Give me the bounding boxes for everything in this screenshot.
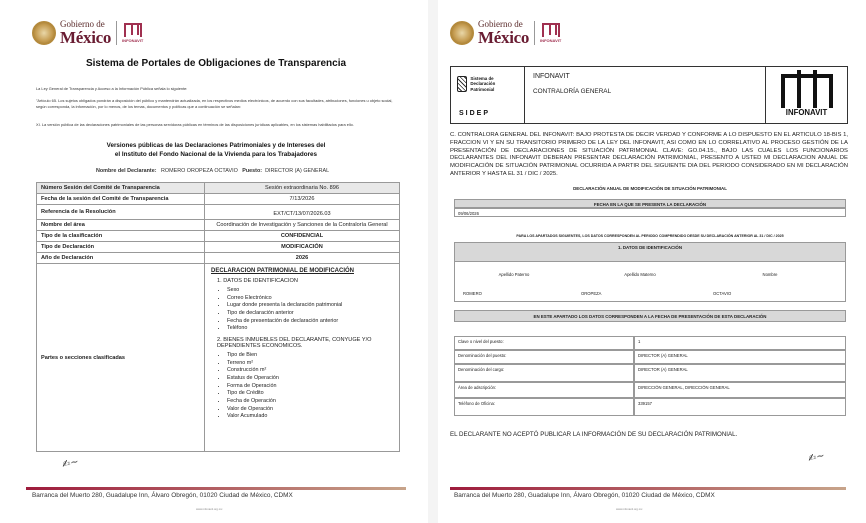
- section-2-list: [227, 352, 393, 421]
- row-key: Tipo de Declaración: [37, 242, 205, 253]
- partes-heading: DECLARACION PATRIMONIAL DE MODIFICACIÓN: [211, 268, 354, 274]
- apartados-note: PARA LOS APARTADOS SIGUIENTES, LOS DATOS CORRESPONDEN AL PERIODO COMPRENDIDO DESDE SU DECLARACIÓN ANTERIOR AL 31 / DIC / 2025: [516, 234, 784, 238]
- logo-line-2: México: [478, 28, 530, 47]
- intro-line-1: La Ley General de Transparencia y Acceso a la Información Pública señala lo siguiente:: [36, 86, 188, 91]
- col-header-nombre: Nombre: [762, 272, 778, 277]
- list-item: • Construcción m²: [227, 367, 393, 375]
- table-row: [37, 220, 400, 231]
- signature-mark: ✍︎~: [61, 456, 80, 471]
- row-value: EXT/CT/13/07/2026.03: [205, 205, 400, 220]
- table-row: [37, 205, 400, 220]
- detail-value: 1: [634, 336, 846, 350]
- puesto-label: Puesto:: [242, 168, 263, 174]
- row-value: Sesión extraordinaria No. 896: [205, 183, 400, 194]
- table-row: [37, 231, 400, 242]
- detail-value: DIRECTOR (A) GENERAL: [634, 350, 846, 364]
- detail-key: Área de adscripción:: [454, 382, 634, 398]
- row-key: Número Sesión del Comité de Transparencia: [37, 183, 205, 194]
- col-value-paterno: ROMERO: [463, 291, 482, 296]
- classification-table: [36, 182, 400, 452]
- subtitle-line-1: Versiones públicas de las Declaraciones Patrimoniales y de Intereses del: [106, 142, 326, 149]
- list-item: • Correo Electrónico: [227, 295, 393, 303]
- signature-mark: ✍︎~: [807, 450, 826, 465]
- col-header-materno: Apellido Materno: [624, 272, 656, 277]
- detail-key: Denominación del cargo:: [454, 364, 634, 382]
- logo-line-1: Gobierno de: [478, 19, 523, 29]
- subtitle-line-2: el Instituto del Fondo Nacional de la Vivienda para los Trabajadores: [114, 151, 318, 158]
- row-key: Nombre del área: [37, 220, 205, 231]
- intro-line-2: "Artículo 65. Los sujetos obligados pondrán a disposición del público y mantendrán actualizada, en los respectivos medios electrónicos, de acuerdo con sus facultades, atribuciones, funciones u objeto social, según corresponda, la información, por lo menos, de los temas, documentos y políticas que a continuación se señalan:: [36, 98, 393, 109]
- list-item: • Fecha de Operación: [227, 398, 393, 406]
- fecha-band: FECHA EN LA QUE SE PRESENTA LA DECLARACIÓN: [454, 199, 846, 208]
- infonavit-logo-icon: [540, 23, 561, 43]
- col-value-nombre: OCTAVIO: [713, 291, 732, 296]
- list-item: • Tipo de Crédito: [227, 390, 393, 398]
- table-row: [37, 253, 400, 264]
- declarant-line: [96, 168, 329, 174]
- list-item: • Valor de Operación: [227, 406, 393, 414]
- detail-key: Denominación del puesto:: [454, 350, 634, 364]
- national-seal-icon: [450, 21, 474, 45]
- list-item: • Terreno m²: [227, 360, 393, 368]
- document-page-1: [6, 0, 426, 523]
- page-gutter: [428, 0, 438, 523]
- sidep-icon: [457, 76, 467, 92]
- infonavit-logo-text: INFONAVIT: [122, 38, 144, 43]
- institution-cell: [525, 67, 765, 123]
- declarant-name: ROMERO OROPEZA OCTAVIO: [161, 168, 238, 174]
- row-key: Fecha de la sesión del Comité de Transparencia: [37, 194, 205, 205]
- national-seal-icon: [32, 21, 56, 45]
- partes-label: Partes o secciones clasificadas: [37, 264, 205, 452]
- detail-key: Teléfono de Oficina:: [454, 398, 634, 416]
- row-value: 2026: [205, 253, 400, 264]
- infonavit-logo-icon: [122, 23, 143, 43]
- list-item: • Tipo de declaración anterior: [227, 310, 393, 318]
- section-1-list: [227, 287, 393, 333]
- col-header-paterno: Apellido Paterno: [498, 272, 530, 277]
- table-row: [37, 264, 400, 452]
- declarant-label: Nombre del Declarante:: [96, 168, 157, 174]
- declaration-header-box: [450, 66, 848, 124]
- fecha-value: 09/06/2026: [454, 208, 846, 217]
- partes-content: [205, 264, 400, 452]
- footer-address: Barranca del Muerto 280, Guadalupe Inn, Álvaro Obregón, 01020 Ciudad de México, CDMX: [454, 492, 715, 499]
- infonavit-big-logo-text: INFONAVIT: [785, 107, 828, 117]
- footer-bar: [26, 487, 406, 490]
- sidep-label: SIDEP: [459, 110, 491, 117]
- document-page-2: [440, 0, 860, 523]
- infonavit-house-icon: [781, 74, 833, 108]
- list-item: • Sexo: [227, 287, 393, 295]
- detail-key: Clave o nivel del puesto:: [454, 336, 634, 350]
- page-title: Sistema de Portales de Obligaciones de Transparencia: [85, 58, 347, 69]
- section-1-title: 1. DATOS DE IDENTIFICACION: [217, 278, 298, 284]
- footer-bar: [450, 487, 846, 490]
- infonavit-big-logo: [765, 67, 847, 123]
- sidep-logo-cell: [451, 67, 525, 123]
- list-item: • Fecha de presentación de declaración anterior: [227, 318, 393, 326]
- ident-band: 1. DATOS DE IDENTIFICACIÓN: [454, 242, 846, 262]
- detail-value: DIRECTOR (A) GENERAL: [634, 364, 846, 382]
- sidep-system-name: Sistema de Declaración Patrimonial: [470, 76, 496, 92]
- logo-line-2: México: [60, 28, 112, 47]
- table-row: [37, 194, 400, 205]
- infonavit-logo-text: INFONAVIT: [540, 38, 562, 43]
- fecha-presentacion-band: EN ESTE APARTADO LOS DATOS CORRESPONDEN A LA FECHA DE PRESENTACIÓN DE ESTA DECLARACIÓN: [454, 310, 846, 322]
- publication-note: EL DECLARANTE NO ACEPTÓ PUBLICAR LA INFORMACIÓN DE SU DECLARACIÓN PATRIMONIAL.: [450, 431, 738, 438]
- table-row: [37, 183, 400, 194]
- row-value: CONFIDENCIAL: [205, 231, 400, 242]
- list-item: • Valor Acumulado: [227, 413, 393, 421]
- logo-line-1: Gobierno de: [60, 19, 105, 29]
- gobierno-mexico-logo: [450, 18, 561, 48]
- intro-line-3: XI. La versión pública de las declaraciones patrimoniales de las personas servidoras públicas en términos de las disposiciones jurídicas aplicables, en los sistemas habilitados para ello.: [36, 122, 354, 127]
- footer-url: www.infonavit.org.mx: [196, 507, 223, 511]
- footer-url: www.infonavit.org.mx: [616, 507, 643, 511]
- col-value-materno: OROPEZA: [581, 291, 602, 296]
- declaration-paragraph: C. CONTRALORA GENERAL DEL INFONAVIT: BAJO PROTESTA DE DECIR VERDAD Y CONFORME A LO DISPUESTO EN EL ARTICULO 18-BIS 1, FRACCION VI Y EN SU TRANSITORIO PRIMERO DE LA LEY DEL INFONAVIT, ASI COMO EN LO CORRELATIVO AL PROCESO GESTIÓN DE LA PRESENTACIÓN DE DECLARACIONES DE SITUACIÓN PATRIMONIAL CLAVE: GO.04.15., BAJO LAS CUALES LOS FUNCIONARIOS DECLARANTES DEL INFONAVIT DEBERAN PRESENTAR DECLARACIÓN PATRIMONIAL, PRESENTO A USTED MI DECLARACION ANUAL DE MODIFICACIÓN DE SITUACIÓN PATRIMONIAL OCURRIDA A PARTIR DEL SIGUIENTE DIA DEL PERIODO CONSIDERADO EN MI DECLARACIÓN ANTERIOR Y HASTA EL 31 / DIC / 2025.: [450, 132, 848, 177]
- gobierno-mexico-logo: [32, 18, 143, 48]
- detail-value: DIRECCIÓN GENERAL, DIRECCIÓN GENERAL: [634, 382, 846, 398]
- list-item: • Forma de Operación: [227, 383, 393, 391]
- institution-name: INFONAVIT: [533, 73, 570, 80]
- list-item: • Lugar donde presenta la declaración patrimonial: [227, 302, 393, 310]
- row-value: 7/13/2026: [205, 194, 400, 205]
- puesto-value: DIRECTOR (A) GENERAL: [265, 168, 330, 174]
- row-key: Tipo de la clasificación: [37, 231, 205, 242]
- row-value: Coordinación de Investigación y Sanciones de la Contraloría General: [205, 220, 400, 231]
- footer-address: Barranca del Muerto 280, Guadalupe Inn, Álvaro Obregón, 01020 Ciudad de México, CDMX: [32, 492, 293, 499]
- list-item: • Estatus de Operación: [227, 375, 393, 383]
- row-key: Año de Declaración: [37, 253, 205, 264]
- row-key: Referencia de la Resolución: [37, 205, 205, 220]
- table-row: [37, 242, 400, 253]
- list-item: • Tipo de Bien: [227, 352, 393, 360]
- annual-title: DECLARACIÓN ANUAL DE MODIFICACIÓN DE SITUACIÓN PATRIMONIAL: [573, 186, 727, 191]
- detail-value: 339157: [634, 398, 846, 416]
- section-2-title: 2. BIENES INMUEBLES DEL DECLARANTE, CONYUGE Y/O DEPENDIENTES ECONOMICOS.: [217, 337, 372, 350]
- row-value: MODIFICACIÓN: [205, 242, 400, 253]
- list-item: • Teléfono: [227, 325, 393, 333]
- institution-area: CONTRALORÍA GENERAL: [533, 88, 612, 95]
